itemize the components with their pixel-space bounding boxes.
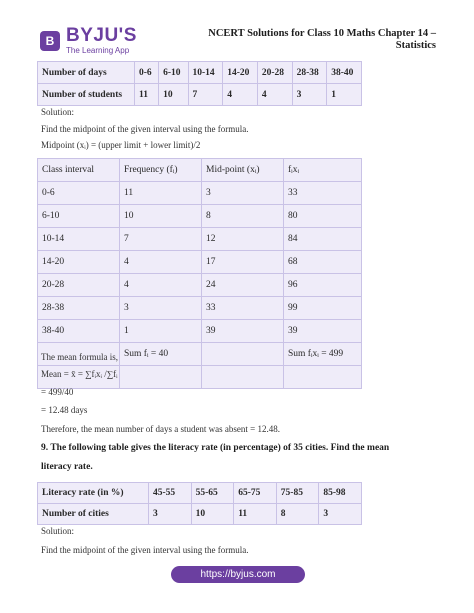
days-absent-table — [37, 61, 362, 106]
table-cell: 3 — [292, 84, 327, 106]
table-cell: 24 — [202, 274, 284, 297]
title-line-1: NCERT Solutions for Class 10 Maths Chapter 14 – — [208, 28, 436, 39]
table-row — [38, 297, 362, 320]
table-cell: 20-28 — [257, 62, 292, 84]
table-cell: 68 — [284, 251, 362, 274]
table-header-cell: Mid-point (xᵢ) — [202, 159, 284, 182]
table-cell: 4 — [120, 251, 202, 274]
table-cell: 10-14 — [38, 228, 120, 251]
table-cell: 0-6 — [135, 62, 159, 84]
table-cell — [284, 366, 362, 389]
table-cell: 10-14 — [188, 62, 223, 84]
table-row — [38, 251, 362, 274]
solution-label: Solution: — [41, 107, 75, 117]
mean-formula: Mean = x̄ = ∑fᵢxᵢ /∑fᵢ — [41, 369, 118, 379]
table-cell: 6-10 — [38, 205, 120, 228]
table-cell: 39 — [202, 320, 284, 343]
table-cell: 11 — [120, 182, 202, 205]
mean-step-2: = 12.48 days — [41, 405, 88, 415]
table-cell: Sum fᵢ = 40 — [120, 343, 202, 366]
table-cell: 4 — [223, 84, 258, 106]
mean-conclusion: Therefore, the mean number of days a student was absent = 12.48. — [41, 424, 281, 434]
solution-label-2: Solution: — [41, 526, 75, 536]
question-9-line-2: literacy rate. — [41, 462, 93, 472]
table-cell: 96 — [284, 274, 362, 297]
table-cell: 3 — [202, 182, 284, 205]
question-9-line-1: 9. The following table gives the literacy rate (in percentage) of 35 cities. Find the mean — [41, 443, 390, 453]
table-cell: 0-6 — [38, 182, 120, 205]
table-cell: 10 — [120, 205, 202, 228]
table-cell: 99 — [284, 297, 362, 320]
table-cell: 10 — [191, 504, 234, 525]
table-row — [38, 320, 362, 343]
table-cell: Sum fᵢxᵢ = 499 — [284, 343, 362, 366]
logo-name: BYJU'S — [66, 25, 137, 46]
find-midpoint-text: Find the midpoint of the given interval using the formula. — [41, 124, 249, 134]
table-cell: 8 — [202, 205, 284, 228]
table-cell: 6-10 — [159, 62, 188, 84]
table-cell: 85-98 — [319, 483, 362, 504]
table-cell: 10 — [159, 84, 188, 106]
table-header-row — [38, 159, 362, 182]
table-row — [38, 483, 362, 504]
table-cell: 33 — [284, 182, 362, 205]
title-line-2: Statistics — [395, 40, 436, 51]
table-cell: 3 — [120, 297, 202, 320]
table-cell: 1 — [120, 320, 202, 343]
table-cell — [120, 366, 202, 389]
table-cell: 28-38 — [38, 297, 120, 320]
table-cell: Literacy rate (in %) — [38, 483, 149, 504]
literacy-rate-table — [37, 482, 362, 525]
byjus-logo — [40, 26, 137, 55]
table-cell: 12 — [202, 228, 284, 251]
table-cell: 8 — [276, 504, 319, 525]
table-header-cell: Frequency (fᵢ) — [120, 159, 202, 182]
document-title — [208, 28, 436, 52]
table-cell: 1 — [327, 84, 362, 106]
table-cell: 20-28 — [38, 274, 120, 297]
byjus-logo-icon: B — [40, 31, 60, 51]
table-cell: Number of students — [38, 84, 135, 106]
table-row — [38, 62, 362, 84]
table-cell: 14-20 — [38, 251, 120, 274]
table-cell: 39 — [284, 320, 362, 343]
table-cell: 11 — [234, 504, 277, 525]
mean-step-1: = 499/40 — [41, 387, 74, 397]
table-cell: 45-55 — [149, 483, 192, 504]
table-header-cell: Class interval — [38, 159, 120, 182]
table-row — [38, 228, 362, 251]
table-cell: 3 — [319, 504, 362, 525]
table-cell: 84 — [284, 228, 362, 251]
table-cell: 38-40 — [38, 320, 120, 343]
table-row — [38, 274, 362, 297]
website-link[interactable]: https://byjus.com — [171, 566, 305, 583]
mean-formula-intro: The mean formula is, — [41, 352, 118, 362]
table-row — [38, 182, 362, 205]
table-cell: 38-40 — [327, 62, 362, 84]
table-cell: 33 — [202, 297, 284, 320]
table-cell: 75-85 — [276, 483, 319, 504]
logo-tagline: The Learning App — [66, 46, 130, 55]
find-midpoint-text-2: Find the midpoint of the given interval using the formula. — [41, 545, 249, 555]
table-row — [38, 205, 362, 228]
table-cell: 14-20 — [223, 62, 258, 84]
table-header-cell: fᵢxᵢ — [284, 159, 362, 182]
table-cell: 7 — [120, 228, 202, 251]
midpoint-formula: Midpoint (xᵢ) = (upper limit + lower limit)/2 — [41, 140, 201, 150]
table-cell: 7 — [188, 84, 223, 106]
table-cell: 80 — [284, 205, 362, 228]
table-cell: 17 — [202, 251, 284, 274]
table-cell — [202, 343, 284, 366]
table-cell: 55-65 — [191, 483, 234, 504]
table-cell: 65-75 — [234, 483, 277, 504]
table-row — [38, 84, 362, 106]
table-cell: 4 — [120, 274, 202, 297]
table-cell: 28-38 — [292, 62, 327, 84]
table-cell: Number of days — [38, 62, 135, 84]
table-cell: 4 — [257, 84, 292, 106]
table-cell: Number of cities — [38, 504, 149, 525]
table-row — [38, 504, 362, 525]
table-cell: 11 — [135, 84, 159, 106]
table-cell: 3 — [149, 504, 192, 525]
table-cell — [202, 366, 284, 389]
